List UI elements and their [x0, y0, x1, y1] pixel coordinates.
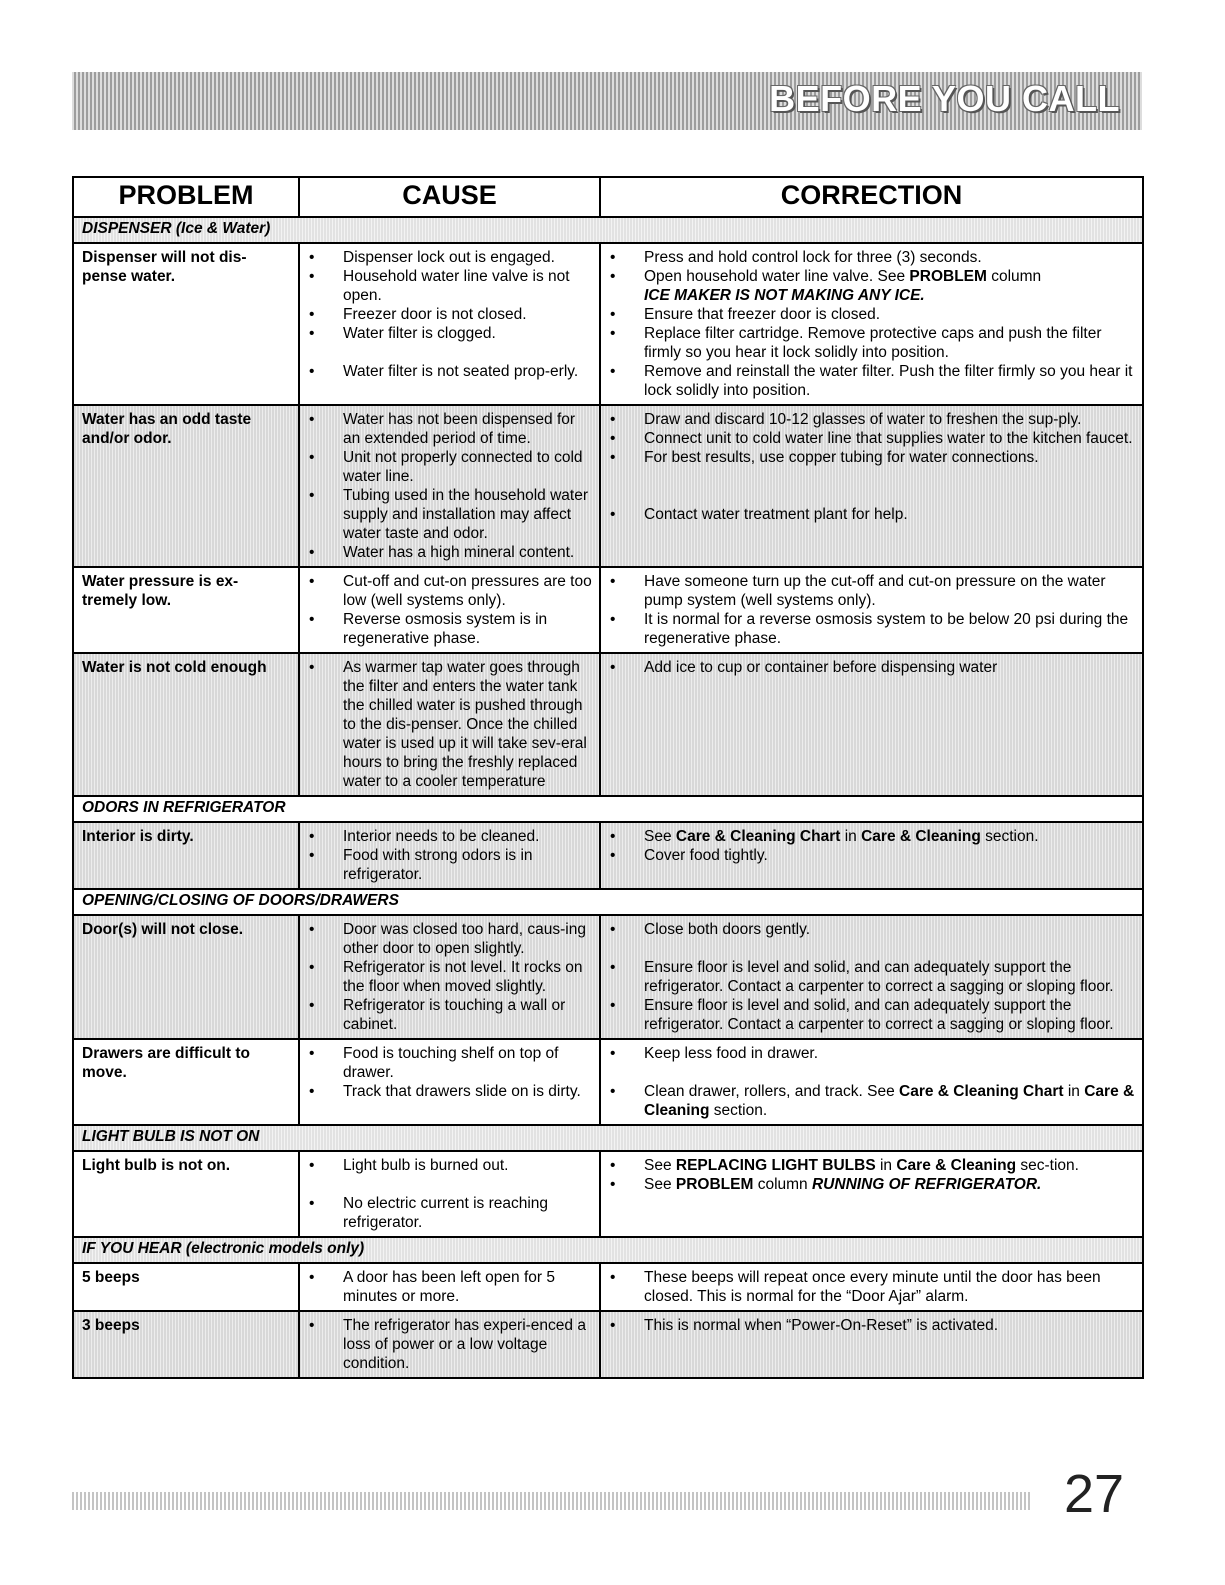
- correction-cell: [600, 243, 1143, 405]
- bold-ref: PROBLEM: [675, 1176, 754, 1193]
- cause-item: • Light bulb is burned out.: [306, 1156, 593, 1175]
- table-row: [73, 405, 1143, 567]
- cause-cell: [299, 1151, 600, 1237]
- text-run: in: [875, 1157, 897, 1174]
- correction-cell: [600, 1151, 1143, 1237]
- header-cause: CAUSE: [299, 177, 600, 217]
- footer-bar: [72, 1492, 1032, 1510]
- table-row: [73, 915, 1143, 1039]
- cause-item: • Unit not properly connected to cold water line.: [306, 448, 593, 486]
- section-doors-drawers: [73, 889, 1143, 915]
- header-correction: CORRECTION: [600, 177, 1143, 217]
- italic-ref: RUNNING OF REFRIGERATOR.: [811, 1176, 1042, 1193]
- cause-cell: [299, 653, 600, 796]
- correction-cell: [600, 915, 1143, 1039]
- header-problem: PROBLEM: [73, 177, 299, 217]
- bold-ref: REPLACING LIGHT BULBS: [675, 1157, 876, 1174]
- table-row: [73, 1311, 1143, 1378]
- cause-item: • Refrigerator is not level. It rocks on the floor when moved slightly.: [306, 958, 593, 996]
- bold-ref: Care & Cleaning: [644, 1083, 1135, 1119]
- correction-item: [607, 1082, 1136, 1120]
- section-dispenser: [73, 217, 1143, 243]
- cause-item: • Water filter is clogged.: [306, 324, 593, 343]
- correction-cell: [600, 1311, 1143, 1378]
- text-run: Open household water line valve. See: [644, 268, 910, 285]
- table-row: [73, 822, 1143, 889]
- cause-item: • A door has been left open for 5 minutes or more.: [306, 1268, 593, 1306]
- correction-item: • Ensure floor is level and solid, and can adequately support the refrigerator. Contact a carpenter to correct a sagging or sloping floor.: [607, 958, 1136, 996]
- cause-item: • Freezer door is not closed.: [306, 305, 593, 324]
- correction-item: [607, 1175, 1136, 1194]
- correction-item: • Replace filter cartridge. Remove protective caps and push the filter firmly so you hear it lock solidly into position.: [607, 324, 1136, 362]
- cause-cell: [299, 405, 600, 567]
- cause-item: • Water filter is not seated prop-erly.: [306, 362, 593, 381]
- section-if-you-hear: [73, 1237, 1143, 1263]
- problem-cell: Water pressure is ex-tremely low.: [73, 567, 299, 653]
- section-title: IF YOU HEAR (electronic models only): [73, 1237, 1143, 1263]
- table-row: [73, 1151, 1143, 1237]
- correction-item: • Press and hold control lock for three (3) seconds.: [607, 248, 1136, 267]
- correction-cell: [600, 822, 1143, 889]
- cause-item: • Door was closed too hard, caus-ing other door to open slightly.: [306, 920, 593, 958]
- cause-item: • Food with strong odors is in refrigerator.: [306, 846, 593, 884]
- table-row: [73, 1039, 1143, 1125]
- section-title: OPENING/CLOSING OF DOORS/DRAWERS: [73, 889, 1143, 915]
- section-light-bulb: [73, 1125, 1143, 1151]
- cause-item: • Cut-off and cut-on pressures are too low (well systems only).: [306, 572, 593, 610]
- correction-item: • This is normal when “Power-On-Reset” is activated.: [607, 1316, 1136, 1335]
- cause-cell: [299, 1263, 600, 1311]
- correction-item: [607, 1156, 1136, 1175]
- text-run: column: [986, 268, 1042, 285]
- bold-ref: Care & Cleaning: [861, 828, 981, 845]
- cause-item: • Household water line valve is not open.: [306, 267, 593, 305]
- correction-item: • Connect unit to cold water line that supplies water to the kitchen faucet.: [607, 429, 1136, 448]
- troubleshooting-table: [72, 176, 1144, 1379]
- bold-ref: Care & Cleaning Chart: [675, 828, 841, 845]
- text-run: Clean drawer, rollers, and track. See: [644, 1083, 900, 1100]
- problem-cell: 5 beeps: [73, 1263, 299, 1311]
- cause-cell: [299, 1039, 600, 1125]
- correction-item: • Ensure floor is level and solid, and can adequately support the refrigerator. Contact a carpenter to correct a sagging or sloping floor.: [607, 996, 1136, 1034]
- cause-item: • Reverse osmosis system is in regenerative phase.: [306, 610, 593, 648]
- table-row: [73, 653, 1143, 796]
- italic-ref: ICE MAKER IS NOT MAKING ANY ICE.: [644, 287, 925, 304]
- text-run: section.: [980, 828, 1039, 845]
- problem-cell: 3 beeps: [73, 1311, 299, 1378]
- correction-item: • Contact water treatment plant for help.: [607, 505, 1136, 524]
- section-title: LIGHT BULB IS NOT ON: [73, 1125, 1143, 1151]
- correction-cell: [600, 1263, 1143, 1311]
- problem-cell: Drawers are difficult to move.: [73, 1039, 299, 1125]
- cause-cell: [299, 822, 600, 889]
- correction-item: • Keep less food in drawer.: [607, 1044, 1136, 1063]
- cause-item: • Tubing used in the household water supply and installation may affect water taste and odor.: [306, 486, 593, 543]
- text-run: See: [644, 1176, 676, 1193]
- problem-cell: Water has an odd taste and/or odor.: [73, 405, 299, 567]
- correction-item: • Add ice to cup or container before dispensing water: [607, 658, 1136, 677]
- cause-cell: [299, 915, 600, 1039]
- text-run: See: [644, 1157, 676, 1174]
- correction-cell: [600, 405, 1143, 567]
- correction-item: [607, 267, 1136, 305]
- page-title: BEFORE YOU CALL: [769, 78, 1120, 119]
- cause-item: • Water has not been dispensed for an extended period of time.: [306, 410, 593, 448]
- correction-item: • Remove and reinstall the water filter. Push the filter firmly so you hear it lock solidly into position.: [607, 362, 1136, 400]
- bold-ref: PROBLEM: [909, 268, 987, 285]
- cause-cell: [299, 567, 600, 653]
- correction-cell: [600, 1039, 1143, 1125]
- bold-ref: Care & Cleaning Chart: [899, 1083, 1064, 1100]
- text-run: column: [753, 1176, 812, 1193]
- cause-cell: [299, 243, 600, 405]
- title-banner: [72, 72, 1142, 130]
- table-header-row: [73, 177, 1143, 217]
- correction-item: • It is normal for a reverse osmosis system to be below 20 psi during the regenerative phase.: [607, 610, 1136, 648]
- cause-item: • Interior needs to be cleaned.: [306, 827, 593, 846]
- text-run: section.: [709, 1102, 768, 1119]
- text-run: sec-tion.: [1016, 1157, 1079, 1174]
- correction-item: • For best results, use copper tubing for water connections.: [607, 448, 1136, 467]
- cause-item: • Food is touching shelf on top of drawer.: [306, 1044, 593, 1082]
- bold-ref: Care & Cleaning: [896, 1157, 1017, 1174]
- text-run: in: [840, 828, 862, 845]
- cause-item: • As warmer tap water goes through the filter and enters the water tank the chilled water is pushed through to the dis-penser. Once the chilled water is used up it will take sev-eral hours to bring the freshly replaced water to a cooler temperature: [306, 658, 593, 791]
- page-number: 27: [1064, 1464, 1125, 1524]
- cause-item: • Water has a high mineral content.: [306, 543, 593, 562]
- text-run: See: [644, 828, 676, 845]
- problem-cell: Light bulb is not on.: [73, 1151, 299, 1237]
- correction-item: • Ensure that freezer door is closed.: [607, 305, 1136, 324]
- correction-cell: [600, 567, 1143, 653]
- table-row: [73, 567, 1143, 653]
- problem-cell: Interior is dirty.: [73, 822, 299, 889]
- cause-item: • Track that drawers slide on is dirty.: [306, 1082, 593, 1101]
- correction-item: • Draw and discard 10-12 glasses of water to freshen the sup-ply.: [607, 410, 1136, 429]
- text-run: in: [1063, 1083, 1085, 1100]
- table-row: [73, 1263, 1143, 1311]
- correction-item: • Cover food tightly.: [607, 846, 1136, 865]
- cause-item: • The refrigerator has experi-enced a loss of power or a low voltage condition.: [306, 1316, 593, 1373]
- correction-item: • These beeps will repeat once every minute until the door has been closed. This is normal for the “Door Ajar” alarm.: [607, 1268, 1136, 1306]
- cause-item: • No electric current is reaching refrigerator.: [306, 1194, 593, 1232]
- problem-cell: Water is not cold enough: [73, 653, 299, 796]
- cause-cell: [299, 1311, 600, 1378]
- section-odors: [73, 796, 1143, 822]
- correction-item: [607, 827, 1136, 846]
- section-title: ODORS IN REFRIGERATOR: [73, 796, 1143, 822]
- cause-item: • Refrigerator is touching a wall or cabinet.: [306, 996, 593, 1034]
- table-row: [73, 243, 1143, 405]
- correction-item: • Close both doors gently.: [607, 920, 1136, 939]
- cause-item: • Dispenser lock out is engaged.: [306, 248, 593, 267]
- correction-item: • Have someone turn up the cut-off and cut-on pressure on the water pump system (well systems only).: [607, 572, 1136, 610]
- problem-cell: Door(s) will not close.: [73, 915, 299, 1039]
- section-title: DISPENSER (Ice & Water): [73, 217, 1143, 243]
- problem-cell: Dispenser will not dis-pense water.: [73, 243, 299, 405]
- correction-cell: [600, 653, 1143, 796]
